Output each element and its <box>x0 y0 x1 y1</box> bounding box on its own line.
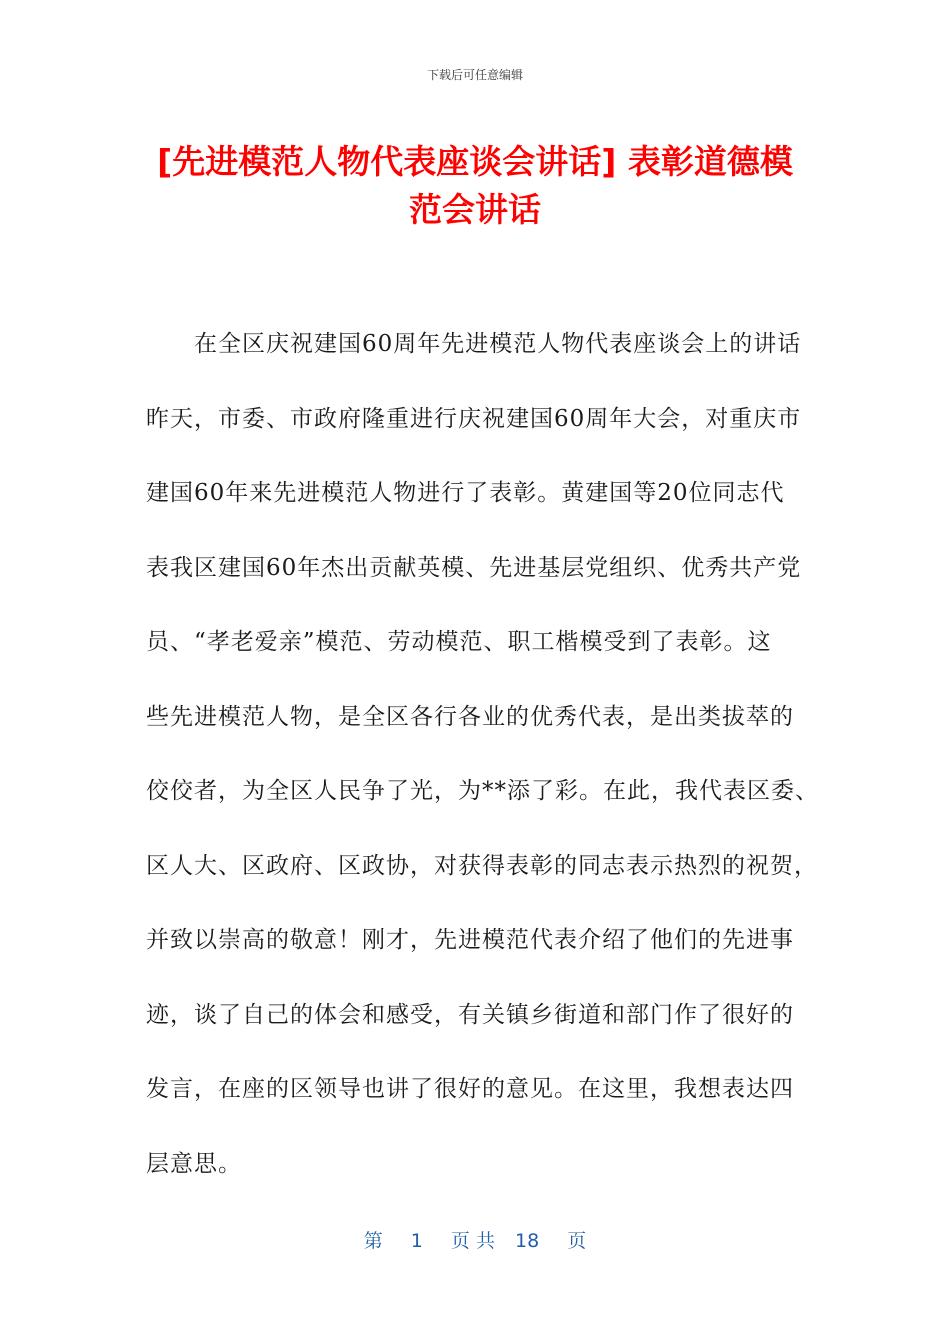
text-line: 昨天，市委、市政府隆重进行庆祝建国60周年大会，对重庆市 <box>146 405 802 432</box>
text-line: 发言，在座的区领导也讲了很好的意见。在这里，我想表达四 <box>146 1076 794 1102</box>
header-note: 下载后可任意编辑 <box>426 68 523 82</box>
footer-middle: 页 共 <box>450 1230 495 1252</box>
current-page-number: 1 <box>410 1230 423 1252</box>
page-footer <box>0 1226 950 1253</box>
text-line: 表我区建国60年杰出贡献英模、先进基层党组织、优秀共产党 <box>146 554 802 581</box>
text-line: 区人大、区政府、区政协，对获得表彰的同志表示热烈的祝贺， <box>146 852 818 879</box>
footer-suffix: 页 <box>567 1230 587 1252</box>
text-line: 些先进模范人物，是全区各行各业的优秀代表，是出类拔萃的 <box>146 703 794 730</box>
footer-prefix: 第 <box>363 1230 383 1252</box>
title-line-1: [先进模范人物代表座谈会讲话] 表彰道德模 <box>157 142 793 181</box>
text-line: 佼佼者，为全区人民争了光，为**添了彩。在此，我代表区委、 <box>146 778 819 804</box>
document-title <box>100 138 850 234</box>
text-line: 并致以崇高的敬意！刚才，先进模范代表介绍了他们的先进事 <box>146 927 794 953</box>
text-line: 迹，谈了自己的体会和感受，有关镇乡街道和部门作了很好的 <box>146 1001 794 1028</box>
text-line: 员、“孝老爱亲”模范、劳动模范、职工楷模受到了表彰。这 <box>146 629 772 655</box>
text-line: 建国60年来先进模范人物进行了表彰。黄建国等20位同志代 <box>146 480 785 506</box>
text-line: 层意思。 <box>146 1150 242 1177</box>
text-line: 在全区庆祝建国60周年先进模范人物代表座谈会上的讲话 <box>146 331 802 357</box>
total-page-count: 18 <box>515 1230 540 1252</box>
title-line-2: 范会讲话 <box>409 190 541 229</box>
body-text <box>146 326 819 1220</box>
